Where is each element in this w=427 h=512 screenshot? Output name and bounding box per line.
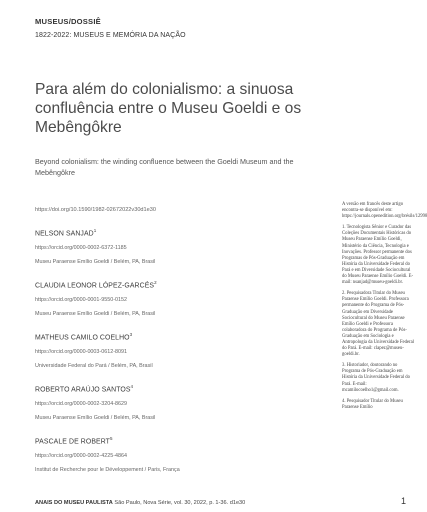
author-name: CLAUDIA LEONOR LÓPEZ-GARCÉS$^2$: [35, 280, 157, 290]
orcid-link[interactable]: https://orcid.org/0000-0002-3204-8629: [35, 401, 128, 408]
section-label: MUSEUS/DOSSIÊ: [35, 17, 101, 26]
author-name: ROBERTO ARAÚJO SANTOS$^4$: [35, 384, 134, 394]
author-affiliation: Universidade Federal do Pará / Belém, PA, Brasil: [35, 363, 153, 370]
author-block: [35, 228, 295, 265]
footer-citation: [35, 500, 245, 506]
author-name: NELSON SANJAD$^1$: [35, 228, 97, 238]
orcid-link[interactable]: https://orcid.org/0000-0002-4225-4864: [35, 453, 128, 460]
article-subtitle: Beyond colonialism: the winding confluence between the Goeldi Museum and the Mebêngôkre: [35, 157, 294, 177]
author-block: [35, 280, 295, 317]
author-block: [35, 332, 295, 369]
footnote: A versão em francês deste artigo encontra-se disponível em: https://journals.openedition.org/brésils/12998: [342, 202, 427, 220]
author-affiliation: Institut de Recherche pour le Développement / Paris, França: [35, 467, 180, 474]
footnote: 4. Pesquisador Titular do Museu Paraense Emílio: [342, 398, 403, 410]
doi-link[interactable]: https://doi.org/10.1590/1982-02672022v30d1e30: [35, 207, 156, 213]
footnote: 2. Pesquisadora Titular do Museu Paraense Emílio Goeldi. Professora permanente do Programa de Pós-Graduação em Diversidade Sociocultural do Museu Paraense Emílio Goeldi e Professora colaboradora do Programa de Pós-Graduação em Sociologia e Antropologia da Universidade Federal do Pará. E-mail: clapez@museu-goeldi.br.: [342, 291, 414, 358]
author-block: [35, 384, 295, 421]
author-affiliation: Museu Paraense Emílio Goeldi / Belém, PA, Brasil: [35, 415, 156, 422]
orcid-link[interactable]: https://orcid.org/0000-0001-9550-0152: [35, 297, 128, 304]
article-title: Para além do colonialismo: a sinuosa confluência entre o Museu Goeldi e os Mebêngôkre: [35, 81, 302, 136]
dossier-label: 1822-2022: MUSEUS E MEMÓRIA DA NAÇÃO: [35, 32, 186, 39]
journal-name: ANAIS DO MUSEU PAULISTA: [35, 500, 113, 506]
footnote: 3. Historiador, doutorando no Programa de Pós-Graduação em História da Universidade Federal do Pará. E-mail: mcamilocoelho1@gmail.com.: [342, 363, 410, 393]
author-block: [35, 436, 295, 473]
author-affiliation: Museu Paraense Emílio Goeldi / Belém, PA, Brasil: [35, 311, 156, 318]
author-name: MATHEUS CAMILO COELHO$^3$: [35, 332, 133, 342]
footnotes-column: [342, 202, 427, 416]
citation-text: São Paulo, Nova Série, vol. 30, 2022, p. 1-36. d1e30: [114, 500, 246, 506]
author-affiliation: Museu Paraense Emílio Goeldi / Belém, PA, Brasil: [35, 259, 156, 266]
page-number: 1: [401, 496, 407, 506]
author-name: PASCALE DE ROBERT$^5$: [35, 436, 113, 446]
orcid-link[interactable]: https://orcid.org/0000-0003-0612-8091: [35, 349, 128, 356]
footnote: 1. Tecnologista Sênior e Curador das Coleções Documentais Históricas do Museu Paraense Emílio Goeldi, Ministério da Ciência, Tecnologia e Inovações. Professor permanente dos Programas de Pós-Graduação em História da Universidade Federal do Pará e em Diversidade Sociocultural do Museu Paraense Emílio Goeldi. E-mail: nsanjad@museu-goeldi.br.: [342, 225, 414, 286]
orcid-link[interactable]: https://orcid.org/0000-0002-6372-1185: [35, 245, 127, 252]
